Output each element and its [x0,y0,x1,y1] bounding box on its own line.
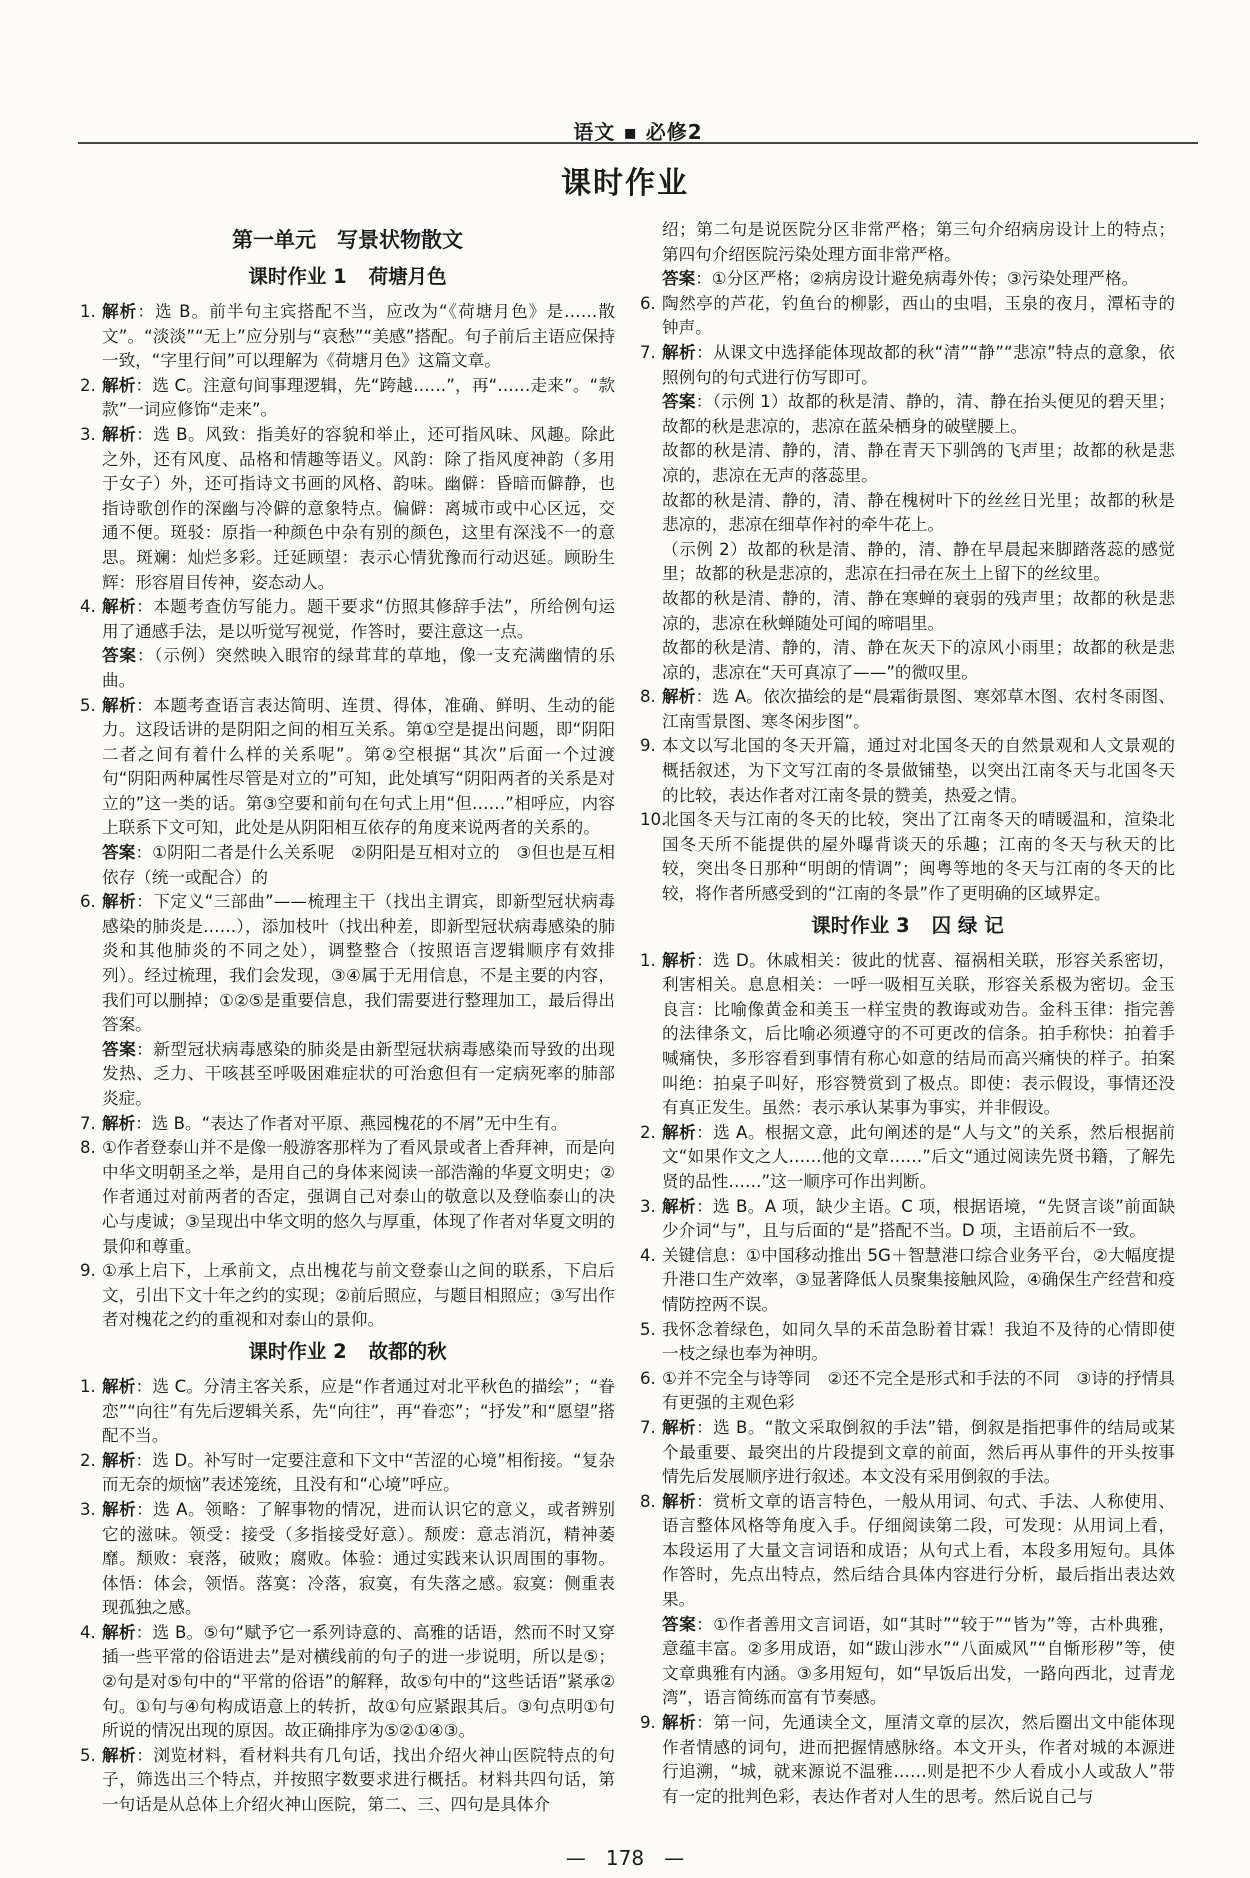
list-item [640,1121,1175,1195]
item-text: ①并不完全与诗等同 ②还不完全是形式和手法的不同 ③诗的抒情具有更强的主观色彩 [662,1368,1175,1413]
item-text: ：本题考查语言表达简明、连贯、得体，准确、鲜明、生动的能力。这段话讲的是阴阳之间的相互关系。第①空是提出问题，即“阴阳二者之间有着什么样的关系呢”。第②空根据“其次”后面一个过渡句“阴阳两种属性尽管是对立的”可知，此处填写“阴阳两者的关系是对立的”这一类的话。第③空要和前句在句式上用“但……”相呼应，内容上联系下文可知，此处是从阴阳相互依存的角度来说两者的关系的。 [102,695,616,838]
list-item [80,595,615,644]
item-number: 4. [80,597,96,617]
answer-label: 答案 [102,843,136,863]
item-label: 解析 [662,1713,697,1733]
list-item [640,1244,1175,1318]
list-item [640,949,1175,1121]
footer-dash-left: — [565,1846,586,1870]
answer-line: 故都的秋是清、静的，清、静在青天下驯鸽的飞声里；故都的秋是悲凉的，悲凉在无声的落蕊里。 [662,441,1175,485]
continued-text: 绍；第二句是说医院分区非常严格；第三句介绍病房设计上的特点；第四句介绍医院污染处理方面非常严格。 [662,220,1175,264]
item-label: 解析 [662,1196,697,1216]
item-text: ：选 B。⑤句“赋予它一系列诗意的、高雅的话语，然而不时又穿插一些平常的俗语进去”是对横线前的句子的进一步说明，所以是⑤；②句是对⑤句中的“平常的俗语”的解释，故⑤句中的“这些话语”紧承②句。①句与④句构成语意上的转折，故①句应紧跟其后。③句点明①句所说的情况出现的原因。故正确排序为⑤②①④③。 [102,1622,615,1741]
item-label: 解析 [102,1450,136,1470]
answer-block [640,1613,1175,1711]
hw3-name: 囚 绿 记 [931,913,1004,937]
answer-text: ：新型冠状病毒感染的肺炎是由新型冠状病毒感染而导致的出现发热、乏力、干咳甚至呼吸困难症状的可治愈但有一定病死率的肺部炎症。 [102,1039,616,1108]
list-item [640,1490,1175,1613]
list-item [640,292,1175,341]
item-text: 北国冬天与江南的冬天的比较，突出了江南冬天的晴暖温和，渲染北国冬天所不能提供的屋外曝背谈天的乐趣；江南的冬天与秋天的比较，突出冬日那种“明朗的情调”；闽粤等地的冬天与江南的冬天的比较，将作者所感受到的“江南的冬景”作了更明确的区域界定。 [662,810,1175,904]
item-label: 解析 [662,1122,697,1142]
answer-block [80,1038,615,1112]
answer-label: 答案 [102,646,137,666]
answer-block [80,841,615,890]
item-label: 解析 [662,950,697,970]
item-text: 陶然亭的芦花，钓鱼台的柳影，西山的虫唱，玉泉的夜月，潭柘寺的钟声。 [662,293,1175,338]
item-label: 解析 [102,375,136,395]
item-number: 9. [80,1261,96,1281]
item-number: 6. [80,892,96,912]
answer-text: ：（示例）突然映入眼帘的绿茸茸的草地，像一支充满幽情的乐曲。 [102,646,616,690]
answer-text: ：①分区严格；②病房设计避免病毒外传；③污染处理严格。 [695,269,1139,289]
unit-title: 第一单元 写景状物散文 [232,228,463,252]
item-text: ：从课文中选择能体现故都的秋“清”“静”“悲凉”特点的意象，依照例句的句式进行仿写即可。 [662,342,1175,387]
right-column [640,218,1175,1809]
item-text: ：选 B。“表达了作者对平原、燕园槐花的不屑”无中生有。 [135,1113,568,1133]
item-number: 3. [640,1196,656,1216]
hw3-label: 课时作业 3 [811,913,910,937]
answer-line: 故都的秋是清、静的，清、静在寒蝉的衰弱的残声里；故都的秋是悲凉的，悲凉在秋蝉随处可闻的啼唱里。 [662,588,1175,633]
item-text: ：选 A。根据文意，此句阐述的是“人与文”的关系，然后根据前文“如果作文之人……他的文章……”后文“通过阅读先贤书籍，了解先贤的品性……”这一顺序可作出判断。 [662,1122,1176,1191]
answer-block [640,267,1175,292]
item-label: 解析 [102,695,137,715]
item-number: 8. [640,687,656,707]
item-text: ：选 D。休戚相关：彼此的忧喜、福祸相关联，形容关系密切，利害相关。息息相关：一呼一吸相互关联，形容关系极为密切。金玉良言：比喻像黄金和美玉一样宝贵的教诲或劝告。金科玉律：指完善的法律条文，后比喻必须遵守的不可更改的信条。拍手称快：拍着手喊痛快，多形容看到事情有称心如意的结局而高兴痛快的样子。拍案叫绝：拍桌子叫好，形容赞赏到了极点。即使：表示假设，事情还没有真正发生。虽然：表示承认某事为事实，并非假设。 [662,950,1175,1118]
list-item [640,1711,1175,1809]
page-title: 课时作业 [561,166,689,201]
list-item [640,1318,1175,1367]
answer-line: 故都的秋是清、静的，清、静在灰天下的凉风小雨里；故都的秋是悲凉的，悲凉在“天可真凉了——”的微叹里。 [662,638,1175,682]
item-number: 9. [640,736,656,756]
answer-label: 答案 [102,1039,137,1059]
item-label: 解析 [102,302,138,321]
item-text: ：本题考查仿写能力。题干要求“仿照其修辞手法”，所给例句运用了通感手法，是以听觉写视觉，作答时，要注意这一点。 [102,597,616,641]
hw2-label: 课时作业 2 [248,1339,347,1363]
list-item [80,1449,615,1498]
item-number: 3. [80,1499,96,1519]
item-text: 本文以写北国的冬天开篇，通过对北国冬天的自然景观和人文景观的概括叙述，为下文写江南的冬景做铺垫，以突出江南冬天与北国冬天的比较，表达作者对江南冬景的赞美，热爱之情。 [662,736,1175,805]
list-item [80,1621,615,1744]
item-number: 1. [80,302,96,321]
item-number: 5. [80,695,96,715]
item-label: 解析 [662,687,696,707]
item-text: ：选 A。依次描绘的是“晨霜街景图、寒郊草木图、农村冬雨图、江南雪景图、寒冬闲步图”。 [662,687,1176,731]
item-text: ①承上启下，上承前文，点出槐花与前文登泰山之间的联系，下启后文，引出下文十年之约的实现；②前后照应，与题目相照应；③写出作者对槐花之约的重视和对泰山的景仰。 [102,1261,615,1330]
item-text: ：选 A。领略：了解事物的情况，进而认识它的意义，或者辨别它的滋味。领受：接受（多指接受好意）。颓废：意志消沉，精神萎靡。颓败：衰落，破败；腐败。体验：通过实践来认识周围的事物。体悟：体会，领悟。落寞：冷落，寂寞，有失落之感。寂寞：侧重表现孤独之感。 [102,1499,616,1618]
item-text: 关键信息：①中国移动推出 5G＋智慧港口综合业务平台，②大幅度提升港口生产效率，③显著降低人员聚集接触风险，④确保生产经营和疫情防控两不误。 [662,1245,1175,1314]
list-item [80,1136,615,1259]
item-number: 5. [80,1745,96,1765]
header-title: 语文 ▪ 必修2 [573,120,703,144]
footer-dash-right: — [664,1846,685,1870]
list-item [640,1416,1175,1490]
item-text: ：选 C。分清主客关系，应是“作者通过对北平秋色的描绘”；“眷恋”“向往”有先后逻辑关系，先“向往”，再“眷恋”；“抒发”和“愿望”搭配不当。 [102,1376,616,1446]
item-label: 解析 [662,342,697,362]
item-label: 解析 [102,597,137,617]
list-item [640,341,1175,390]
item-text: ：浏览材料，看材料共有几句话，找出介绍火神山医院特点的句子，筛选出三个特点，并按照字数要求进行概括。材料共四句话，第一句话是从总体上介绍火神山医院，第二、三、四句是具体介 [102,1745,616,1815]
list-item [640,734,1175,808]
item-label: 解析 [102,1622,136,1642]
item-text: ：下定义“三部曲”——梳理主干（找出主谓宾，即新型冠状病毒感染的肺炎是……），添加枝叶（找出种差，即新型冠状病毒感染的肺炎和其他肺炎的不同之处），调整整合（按照语言逻辑顺序有效排列）。经过梳理，我们会发现，③④属于无用信息，不是主要的内容，我们可以删掉；①②⑤是重要信息，我们需要进行整理加工，最后得出答案。 [102,892,615,1035]
item-number: 3. [80,424,96,444]
hw1-heading [80,264,615,290]
item-label: 解析 [102,1499,137,1519]
hw3-heading [640,913,1175,939]
item-text: ：选 B。“散文采取倒叙的手法”错，倒叙是指把事件的结局或某个最重要、最突出的片段提到文章的前面，然后再从事件的开头按事情先后发展顺序进行叙述。本文没有采用倒叙的手法。 [662,1417,1175,1487]
page-header [78,102,1198,146]
item-text: ：第一问，先通读全文，厘清文章的层次，然后圈出文中能体现作者情感的词句，进而把握情感脉络。本文开头，作者对城的本源进行追溯，“城，就来源说不温雅……则是把不少人看成小人或敌人”带有一定的批判色彩，表达作者对人生的思考。然后说自己与 [662,1713,1176,1806]
item-label: 解析 [102,1376,136,1396]
item-text: ：选 B。风致：指美好的容貌和举止，还可指风味、风趣。除此之外，还有风度、品格和情趣等语义。风韵：除了指风度神韵（多用于女子）外，还可指诗文书画的风格、韵味。幽僻：昏暗而僻静，也指诗歌创作的深幽与冷僻的意象特点。偏僻：离城市或中心区远，交通不便。斑驳：原指一种颜色中杂有别的颜色，这里有深浅不一的意思。斑斓：灿烂多彩。迁延顾望：表示心情犹豫而行动迟延。顾盼生辉：形容眉目传神，姿态动人。 [102,424,615,592]
item-text: ：选 C。注意句间事理逻辑，先“跨越……”，再“……走来”。“款款”一词应修饰“走来”。 [102,375,616,420]
item-number: 7. [640,342,656,362]
list-item [640,1195,1175,1244]
answer-text: ：①作者善用文言词语，如“其时”“较于”“皆为”等，古朴典雅，意蕴丰富。②多用成语，如“跋山涉水”“八面威风”“自惭形秽”等，使文章典雅有内涵。③多用短句，如“早饭后出发，一路向西北，过青龙湾”，语言简练而富有节奏感。 [662,1614,1175,1708]
answer-block [80,644,615,693]
item-number: 1. [640,950,656,970]
answer-text: ：（示例 1）故都的秋是清、静的，清、静在抬头便见的碧天里；故都的秋是悲凉的，悲凉在蓝朵栖身的破壁腰上。 [662,392,1176,436]
list-item [80,1112,615,1137]
page-number: 178 [605,1846,645,1870]
list-item [80,423,615,595]
hw2-name: 故都的秋 [368,1339,447,1363]
item-number: 2. [640,1122,656,1142]
item-number: 7. [80,1113,96,1133]
item-number: 6. [640,293,656,313]
item-label: 解析 [662,1491,697,1511]
list-item [80,890,615,1038]
left-column [80,218,615,1818]
list-item [80,300,615,374]
item-number: 6. [640,1368,656,1388]
item-text: ①作者登泰山并不是像一般游客那样为了看风景或者上香拜神，而是向中华文明朝圣之举，是用自己的身体来阅读一部浩瀚的华夏文明史；②作者通过对前两者的否定，强调自己对泰山的敬意以及登临泰山的决心与虔诚；③呈现出中华文明的悠久与厚重，体现了作者对华夏文明的景仰和尊重。 [102,1138,615,1256]
item-text: ：选 B。A 项，缺少主语。C 项，根据语境，“先贤言谈”前面缺少介词“与”，且与后面的“是”搭配不当。D 项，主语前后不一致。 [662,1196,1175,1241]
list-item [80,1375,615,1449]
item-label: 解析 [102,424,137,444]
list-item [640,808,1175,906]
item-number: 7. [640,1417,656,1437]
item-text: ：选 B。前半句主宾搭配不当，应改为“《荷塘月色》是……散文”。“淡淡”“无上”应分别与“哀愁”“美感”搭配。句子前后主语应保持一致，“字里行间”可以理解为《荷塘月色》这篇文章。 [102,302,615,371]
answer-line: 故都的秋是清、静的，清、静在槐树叶下的丝丝日光里；故都的秋是悲凉的，悲凉在细草作衬的牵牛花上。 [662,490,1175,535]
item-number: 2. [80,1450,96,1470]
item-number: 5. [640,1319,656,1339]
list-item [640,685,1175,734]
item-number: 4. [640,1245,656,1265]
list-item [80,694,615,842]
item-number: 2. [80,375,96,395]
item-text: ：赏析文章的语言特色，一般从用词、句式、手法、人称使用、语言整体风格等角度入手。仔细阅读第二段，可发现：从用词上看，本段运用了大量文言词语和成语；从句式上看，本段多用短句。具体作答时，先点出特点，然后结合具体内容进行分析，最后指出表达效果。 [662,1491,1176,1610]
item-label: 解析 [102,1745,137,1765]
item-number: 8. [80,1138,96,1158]
answer-line: （示例 2）故都的秋是清、静的，清、静在早晨起来脚踏落蕊的感觉里；故都的秋是悲凉的，悲凉在扫帚在灰土上留下的丝纹里。 [662,539,1175,584]
item-number: 8. [640,1491,656,1511]
item-number: 1. [80,1376,96,1396]
item-label: 解析 [102,1113,136,1133]
answer-label: 答案 [662,1614,697,1634]
list-item [80,1498,615,1621]
list-item [80,374,615,423]
hw2-heading [80,1339,615,1365]
item-label: 解析 [102,892,137,912]
answer-label: 答案 [662,392,696,412]
header-divider [78,142,1198,144]
item-label: 解析 [662,1417,697,1437]
answer-block [640,390,1175,439]
item-number: 10. [640,810,667,830]
hw1-label: 课时作业 1 [248,265,347,288]
answer-label: 答案 [662,269,696,289]
answer-text: ：①阴阳二者是什么关系呢 ②阴阳是互相对立的 ③但也是互相依存（统一或配合）的 [102,843,615,887]
item-number: 9. [640,1713,656,1733]
item-number: 4. [80,1622,96,1642]
list-item [640,1367,1175,1416]
item-text: ：选 D。补写时一定要注意和下文中“苦涩的心境”相衔接。“复杂而无奈的烦恼”表述笼统，且没有和“心境”呼应。 [102,1450,616,1495]
page-footer [0,1846,1250,1870]
item-text: 我怀念着绿色，如同久旱的禾苗急盼着甘霖！我迫不及待的心情即使一枝之绿也奉为神明。 [662,1319,1175,1364]
hw1-name: 荷塘月色 [368,265,447,288]
list-item [80,1744,615,1818]
list-item [80,1259,615,1333]
